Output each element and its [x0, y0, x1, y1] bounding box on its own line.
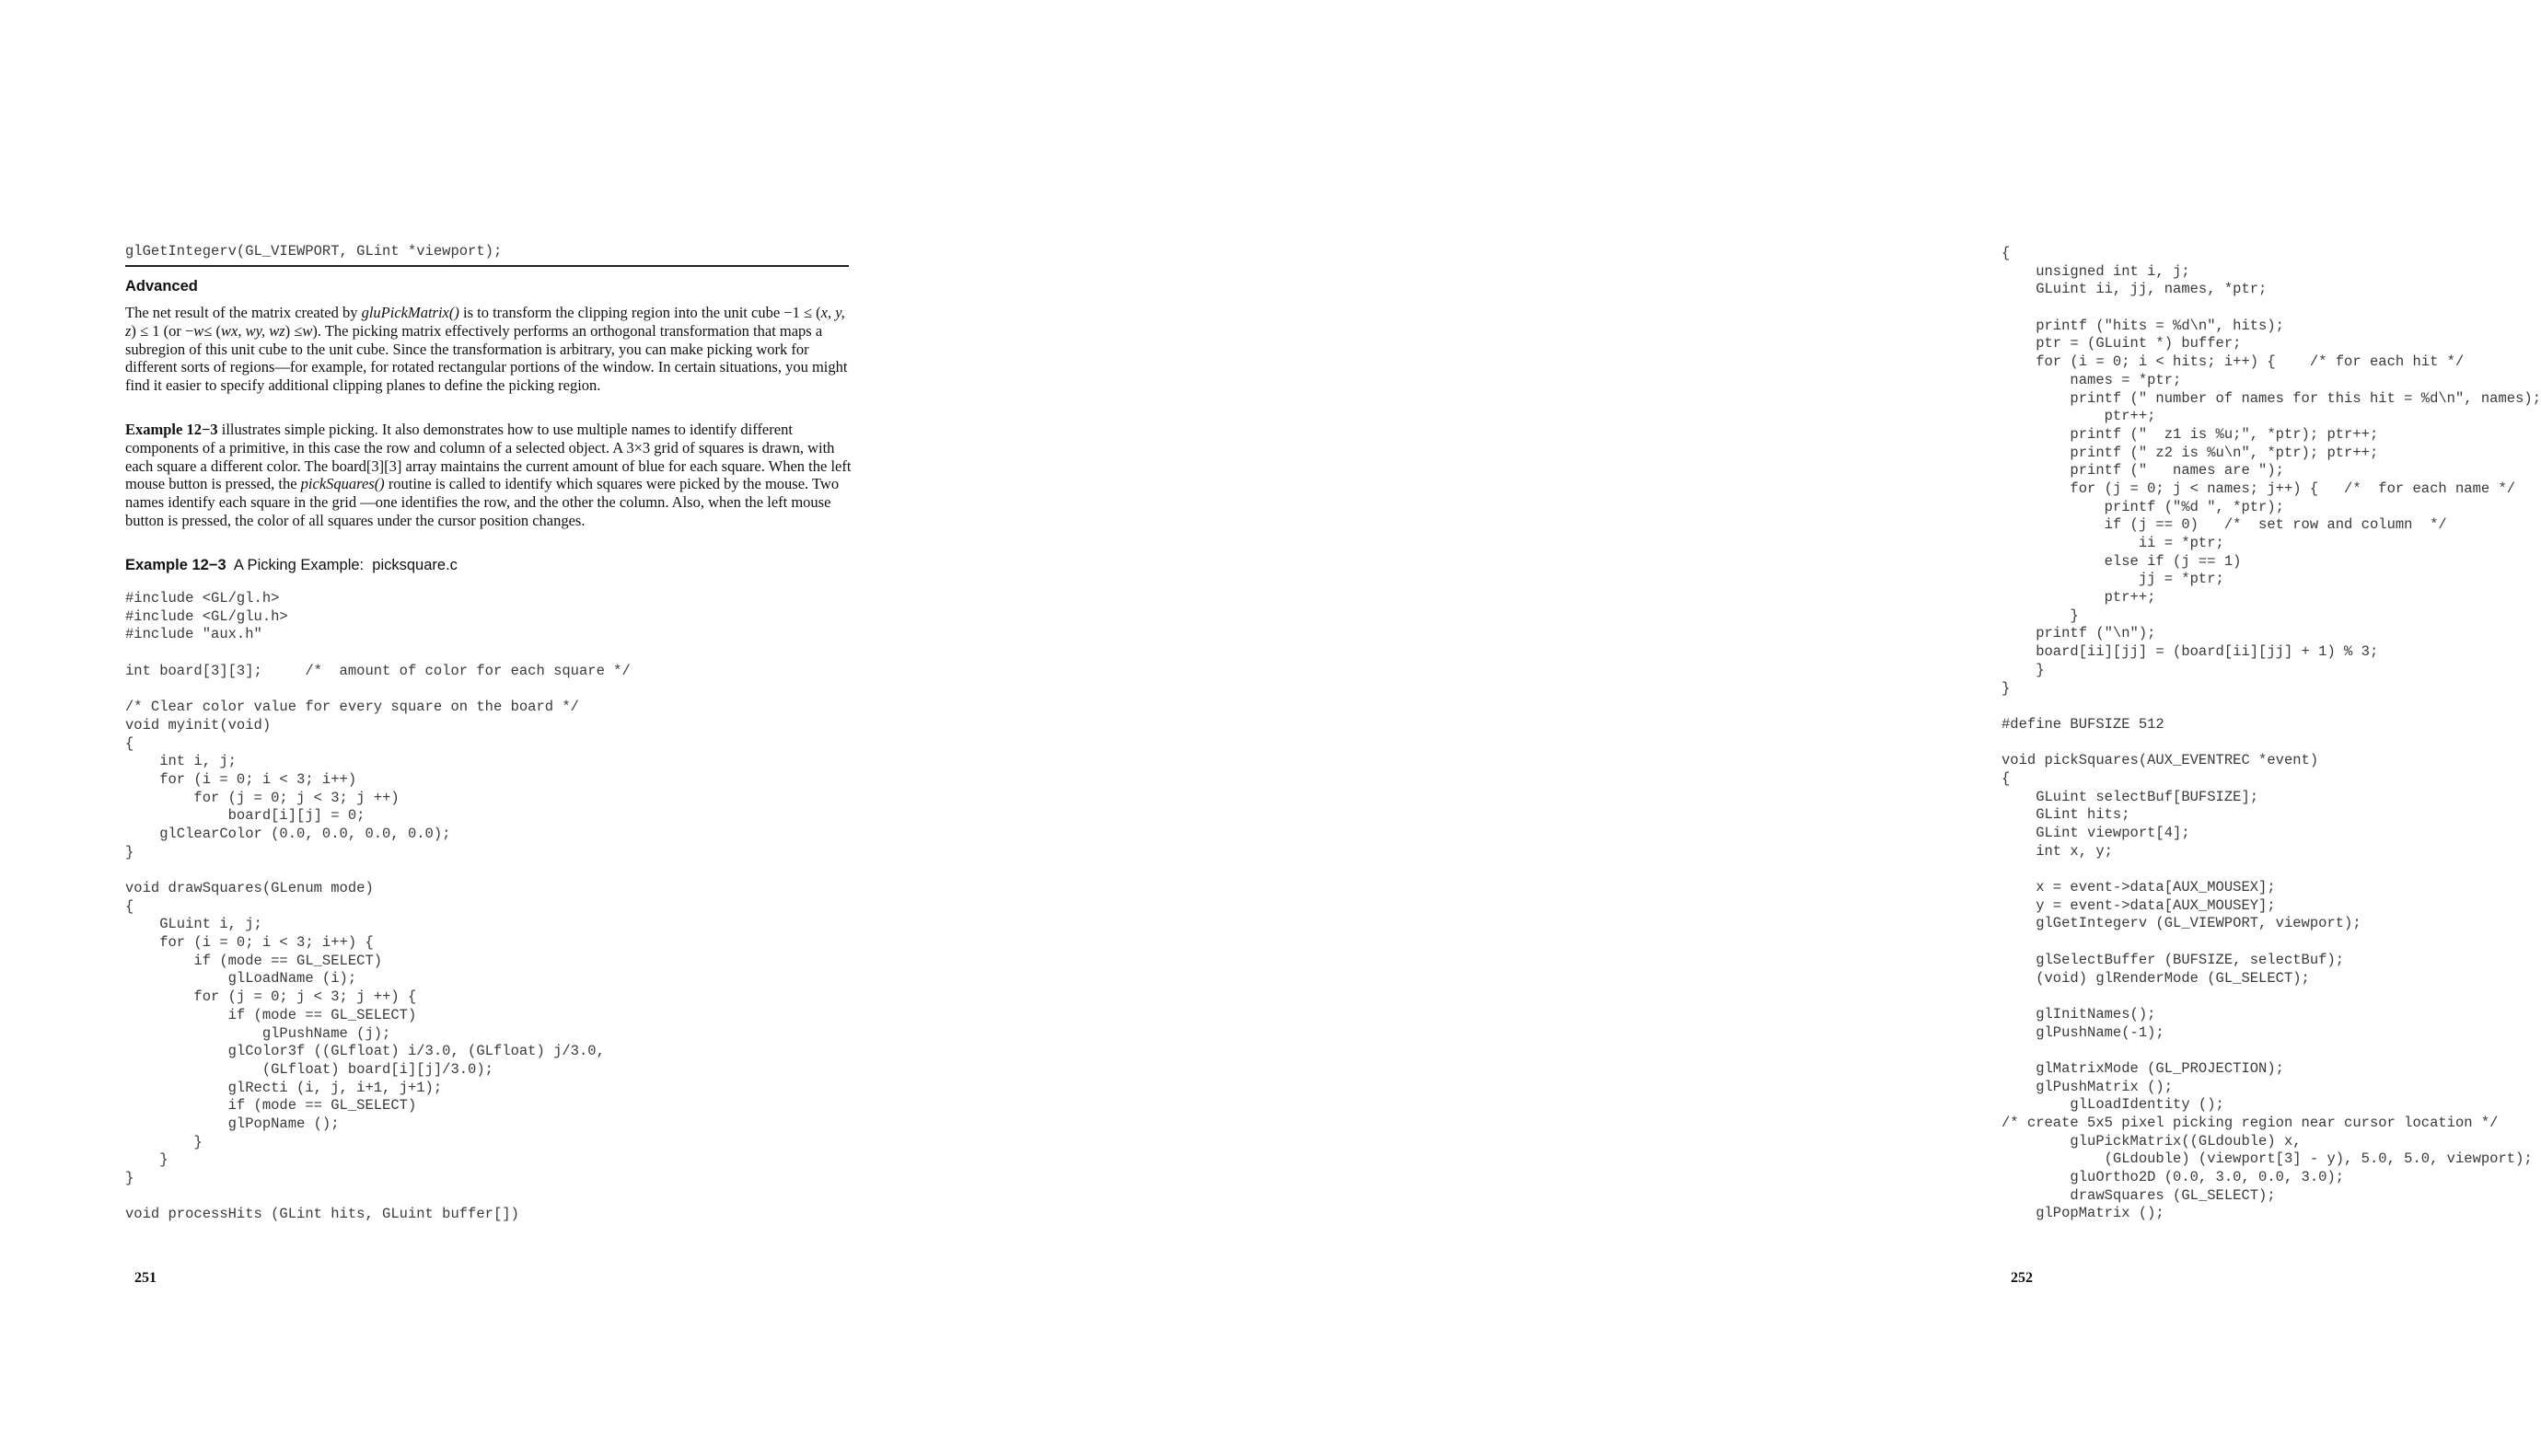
- code-line: for (j = 0; j < names; j++) { /* for each name */: [2001, 480, 2516, 497]
- code-line: glRecti (i, j, i+1, j+1);: [125, 1079, 443, 1096]
- code-line: }: [2001, 679, 2011, 697]
- code-line: jj = *ptr;: [2001, 571, 2224, 588]
- code-line: glColor3f ((GLfloat) i/3.0, (GLfloat) j/3.0,: [125, 1043, 605, 1060]
- example-reference-link[interactable]: Example 12−3: [125, 421, 218, 438]
- code-line: for (i = 0; i < hits; i++) { /* for each hit */: [2001, 353, 2465, 371]
- code-line: glPushName(-1);: [2001, 1023, 2164, 1041]
- right-page: [943, 0, 2541, 1456]
- code-line: (GLdouble) (viewport[3] - y), 5.0, 5.0, viewport);: [2001, 1150, 2533, 1168]
- code-line: }: [125, 843, 134, 861]
- example-caption-title: A Picking Example: picksquare.c: [226, 557, 458, 573]
- code-line: else if (j == 1): [2001, 552, 2242, 570]
- example-caption-label: Example 12−3: [125, 557, 226, 573]
- left-page: [0, 0, 943, 1456]
- code-line: for (j = 0; j < 3; j ++) {: [125, 988, 417, 1006]
- code-line: glLoadIdentity ();: [2001, 1096, 2224, 1114]
- code-line: GLint viewport[4];: [2001, 825, 2190, 841]
- code-line: }: [125, 1151, 168, 1169]
- code-line: printf (" number of names for this hit = %d\n", names);: [2001, 389, 2541, 407]
- example-caption: [125, 557, 458, 574]
- code-line: board[i][j] = 0;: [125, 807, 365, 825]
- code-line: glPopName ();: [125, 1115, 340, 1132]
- code-line: {: [2001, 245, 2011, 261]
- code-line: (GLfloat) board[i][j]/3.0);: [125, 1060, 493, 1078]
- code-line: int board[3][3]; /* amount of color for each square */: [125, 662, 631, 679]
- code-listing-right: [2001, 245, 2541, 1223]
- code-line: printf ("%d ", *ptr);: [2001, 498, 2284, 515]
- code-line: glSelectBuffer (BUFSIZE, selectBuf);: [2001, 951, 2345, 968]
- code-line: glClearColor (0.0, 0.0, 0.0, 0.0);: [125, 825, 451, 842]
- code-line: [2001, 988, 2541, 1006]
- code-line: glGetIntegerv (GL_VIEWPORT, viewport);: [2001, 915, 2361, 932]
- code-line: ptr = (GLuint *) buffer;: [2001, 335, 2242, 352]
- code-line: ii = *ptr;: [2001, 535, 2224, 551]
- code-line: gluOrtho2D (0.0, 3.0, 0.0, 3.0);: [2001, 1169, 2345, 1186]
- code-line: /* Clear color value for every square on the board */: [125, 699, 579, 716]
- code-line: printf (" names are ");: [2001, 462, 2284, 480]
- code-line: #define BUFSIZE 512: [2001, 715, 2164, 733]
- code-line: printf (" z2 is %u\n", *ptr); ptr++;: [2001, 444, 2379, 461]
- code-line: {: [2001, 769, 2011, 787]
- code-line: void processHits (GLint hits, GLuint buffer[]): [125, 1206, 519, 1223]
- code-line: [125, 644, 631, 663]
- code-line: y = event->data[AUX_MOUSEY];: [2001, 896, 2276, 914]
- code-line: ptr++;: [2001, 589, 2156, 607]
- code-line: GLuint selectBuf[BUFSIZE];: [2001, 788, 2259, 805]
- code-line: for (i = 0; i < 3; i++) {: [125, 934, 374, 952]
- code-line: }: [2001, 607, 2079, 624]
- code-line: glInitNames();: [2001, 1005, 2156, 1023]
- code-line: glMatrixMode (GL_PROJECTION);: [2001, 1059, 2284, 1077]
- code-line: [2001, 861, 2541, 879]
- code-line: unsigned int i, j;: [2001, 262, 2190, 280]
- page-number: 252: [2011, 1270, 2033, 1286]
- code-line: [2001, 299, 2541, 318]
- code-line: drawSquares (GL_SELECT);: [2001, 1186, 2276, 1204]
- code-line: for (j = 0; j < 3; j ++): [125, 789, 400, 806]
- code-line: printf ("hits = %d\n", hits);: [2001, 317, 2284, 334]
- section-heading: Advanced: [125, 278, 198, 295]
- paragraph-example-intro: Example 12−3 illustrates simple picking. It also demonstrates how to use multiple names to identify different components of a primitive, in this case the row and column of a selected object. A 3×3 grid of squares is drawn, with each square a different color. The board[3][3] array maintains the current amount of blue for each square. When the left mouse button is pressed, the pickSquares() routine is called to identify which squares were picked by the mouse. Two names identify each square in the grid —one identifies the row, and the other the column. Also, when the left mouse button is pressed, the color of all squares under the cursor position changes.: [125, 421, 852, 529]
- code-line: GLuint ii, jj, names, *ptr;: [2001, 281, 2268, 298]
- code-line: #include "aux.h": [125, 626, 262, 643]
- code-line: if (mode == GL_SELECT): [125, 1097, 417, 1115]
- code-line: board[ii][jj] = (board[ii][jj] + 1) % 3;: [2001, 643, 2379, 661]
- code-line: [125, 680, 631, 699]
- code-line: if (mode == GL_SELECT): [125, 1006, 417, 1023]
- code-line: GLint hits;: [2001, 806, 2130, 824]
- code-line: names = *ptr;: [2001, 371, 2182, 388]
- code-line: [125, 861, 631, 880]
- code-line: if (mode == GL_SELECT): [125, 952, 383, 969]
- code-line: (void) glRenderMode (GL_SELECT);: [2001, 969, 2310, 987]
- code-line: }: [125, 1170, 134, 1186]
- code-line: int i, j;: [125, 753, 237, 770]
- code-listing-left: [125, 590, 631, 1224]
- code-line: printf ("\n");: [2001, 625, 2156, 642]
- code-line: glPushName (j);: [125, 1024, 391, 1042]
- code-line: glLoadName (i);: [125, 970, 357, 988]
- code-line: glPopMatrix ();: [2001, 1205, 2164, 1222]
- code-line: for (i = 0; i < 3; i++): [125, 770, 357, 788]
- code-line: {: [125, 734, 134, 752]
- code-line: #include <GL/gl.h>: [125, 590, 280, 607]
- code-line: [2001, 734, 2541, 753]
- code-line: void pickSquares(AUX_EVENTREC *event): [2001, 752, 2319, 769]
- code-line: x = event->data[AUX_MOUSEX];: [2001, 879, 2276, 896]
- code-line: ptr++;: [2001, 408, 2156, 425]
- code-line: GLuint i, j;: [125, 916, 262, 933]
- section-divider: [125, 265, 849, 267]
- code-line: void myinit(void): [125, 716, 272, 734]
- code-line: {: [125, 897, 134, 915]
- code-line: printf (" z1 is %u;", *ptr); ptr++;: [2001, 425, 2379, 443]
- code-line: int x, y;: [2001, 842, 2113, 860]
- code-line: }: [125, 1133, 203, 1150]
- code-line: /* create 5x5 pixel picking region near cursor location */: [2001, 1115, 2499, 1131]
- code-line: gluPickMatrix((GLdouble) x,: [2001, 1132, 2302, 1150]
- code-line: [2001, 1042, 2541, 1060]
- code-line: [125, 1188, 631, 1207]
- top-code-line: glGetIntegerv(GL_VIEWPORT, GLint *viewport);: [125, 243, 503, 260]
- code-line: glPushMatrix ();: [2001, 1078, 2174, 1095]
- code-line: [2001, 933, 2541, 952]
- code-line: [2001, 698, 2541, 716]
- code-line: }: [2001, 661, 2045, 678]
- code-line: if (j == 0) /* set row and column */: [2001, 516, 2447, 534]
- paragraph-advanced: The net result of the matrix created by gluPickMatrix() is to transform the clipping region into the unit cube −1 ≤ (x, y, z) ≤ 1 (or −w≤ (wx, wy, wz) ≤w). The picking matrix effectively performs an orthogonal transformation that maps a subregion of this unit cube to the unit cube. Since the transformation is arbitrary, you can make picking work for different sorts of regions—for example, for rotated rectangular portions of the window. In certain situations, you might find it easier to specify additional clipping planes to define the picking region.: [125, 304, 848, 395]
- code-line: #include <GL/glu.h>: [125, 607, 288, 625]
- page-number: 251: [134, 1270, 157, 1286]
- code-line: void drawSquares(GLenum mode): [125, 880, 374, 896]
